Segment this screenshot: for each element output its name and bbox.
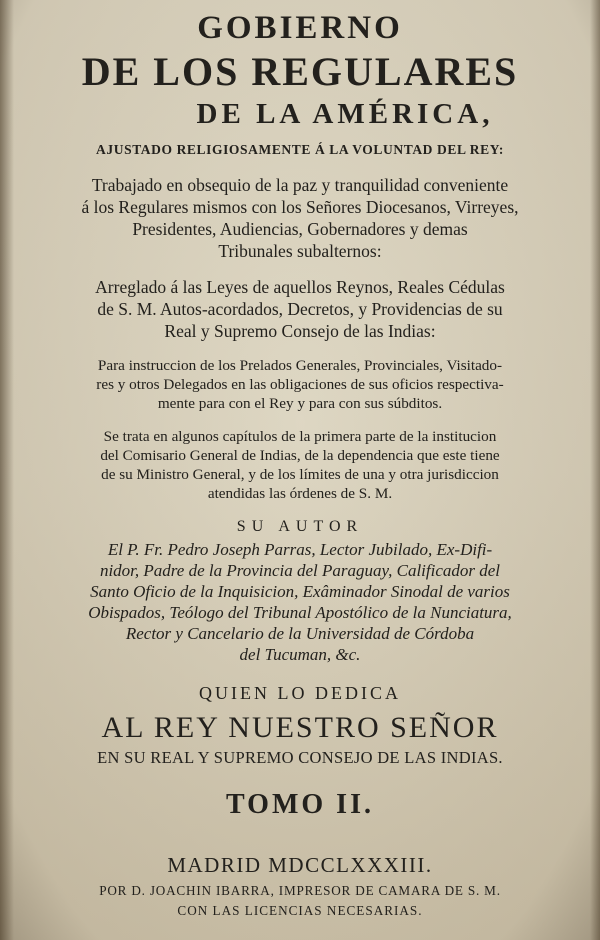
author-line: Rector y Cancelario de la Universidad de Córdoba — [125, 624, 475, 643]
text-line: Para instruccion de los Prelados Generales, Provinciales, Visitado- — [97, 357, 503, 374]
text-line: de S. M. Autos-acordados, Decretos, y Providencias de su — [97, 299, 503, 319]
text-line: Tribunales subalternos: — [218, 241, 382, 261]
text-line: Presidentes, Audiencias, Gobernadores y demas — [132, 219, 468, 239]
text-line: Arreglado á las Leyes de aquellos Reynos, Reales Cédulas — [95, 277, 505, 297]
author-block — [20, 539, 580, 665]
text-line: á los Regulares mismos con los Señores Diocesanos, Virreyes, — [81, 197, 519, 217]
text-line: del Comisario General de Indias, de la dependencia que este tiene — [100, 447, 500, 464]
title-line-2: DE LOS REGULARES — [81, 49, 519, 94]
paragraph-se-trata — [20, 427, 580, 503]
text-line: de su Ministro General, y de los límites de una y otra jurisdiccion — [101, 466, 499, 483]
title-line-1: GOBIERNO — [197, 10, 403, 46]
paragraph-arreglado — [20, 276, 580, 342]
paragraph-trabajado — [20, 174, 580, 262]
title-line-3: DE LA AMÉRICA, — [196, 98, 494, 130]
dedication-line-1: QUIEN LO DEDICA — [199, 683, 401, 703]
author-line: Santo Oficio de la Inquisicion, Exâminador Sinodal de varios — [90, 582, 510, 601]
author-line: El P. Fr. Pedro Joseph Parras, Lector Jubilado, Ex-Difi- — [107, 540, 493, 559]
paragraph-instruccion — [20, 356, 580, 413]
volume-number: TOMO II. — [226, 789, 374, 820]
text-line: mente para con el Rey y para con sus súbditos. — [157, 395, 443, 412]
imprint-printer: POR D. JOACHIN IBARRA, IMPRESOR DE CAMARA DE S. M. — [99, 883, 501, 898]
subtitle: AJUSTADO RELIGIOSAMENTE Á LA VOLUNTAD DEL REY: — [96, 142, 504, 157]
dedication-line-2: AL REY NUESTRO SEÑOR — [101, 711, 499, 744]
imprint-licences: CON LAS LICENCIAS NECESARIAS. — [177, 903, 423, 918]
author-line: nidor, Padre de la Provincia del Paraguay, Calificador del — [99, 561, 501, 580]
author-heading: SU AUTOR — [236, 518, 364, 535]
imprint-place-year: MADRID MDCCLXXXIII. — [167, 853, 433, 877]
text-line: atendidas las órdenes de S. M. — [207, 485, 393, 502]
text-line: Se trata en algunos capítulos de la primera parte de la institucion — [103, 428, 497, 445]
author-line: Obispados, Teólogo del Tribunal Apostólico de la Nunciatura, — [88, 603, 512, 622]
text-line: Trabajado en obsequio de la paz y tranquilidad conveniente — [91, 175, 509, 195]
text-line: res y otros Delegados en las obligaciones de sus oficios respectiva- — [96, 376, 504, 393]
text-line: Real y Supremo Consejo de las Indias: — [164, 321, 436, 341]
author-line: del Tucuman, &c. — [239, 645, 361, 664]
dedication-line-3: EN SU REAL Y SUPREMO CONSEJO DE LAS INDIAS. — [97, 748, 503, 767]
